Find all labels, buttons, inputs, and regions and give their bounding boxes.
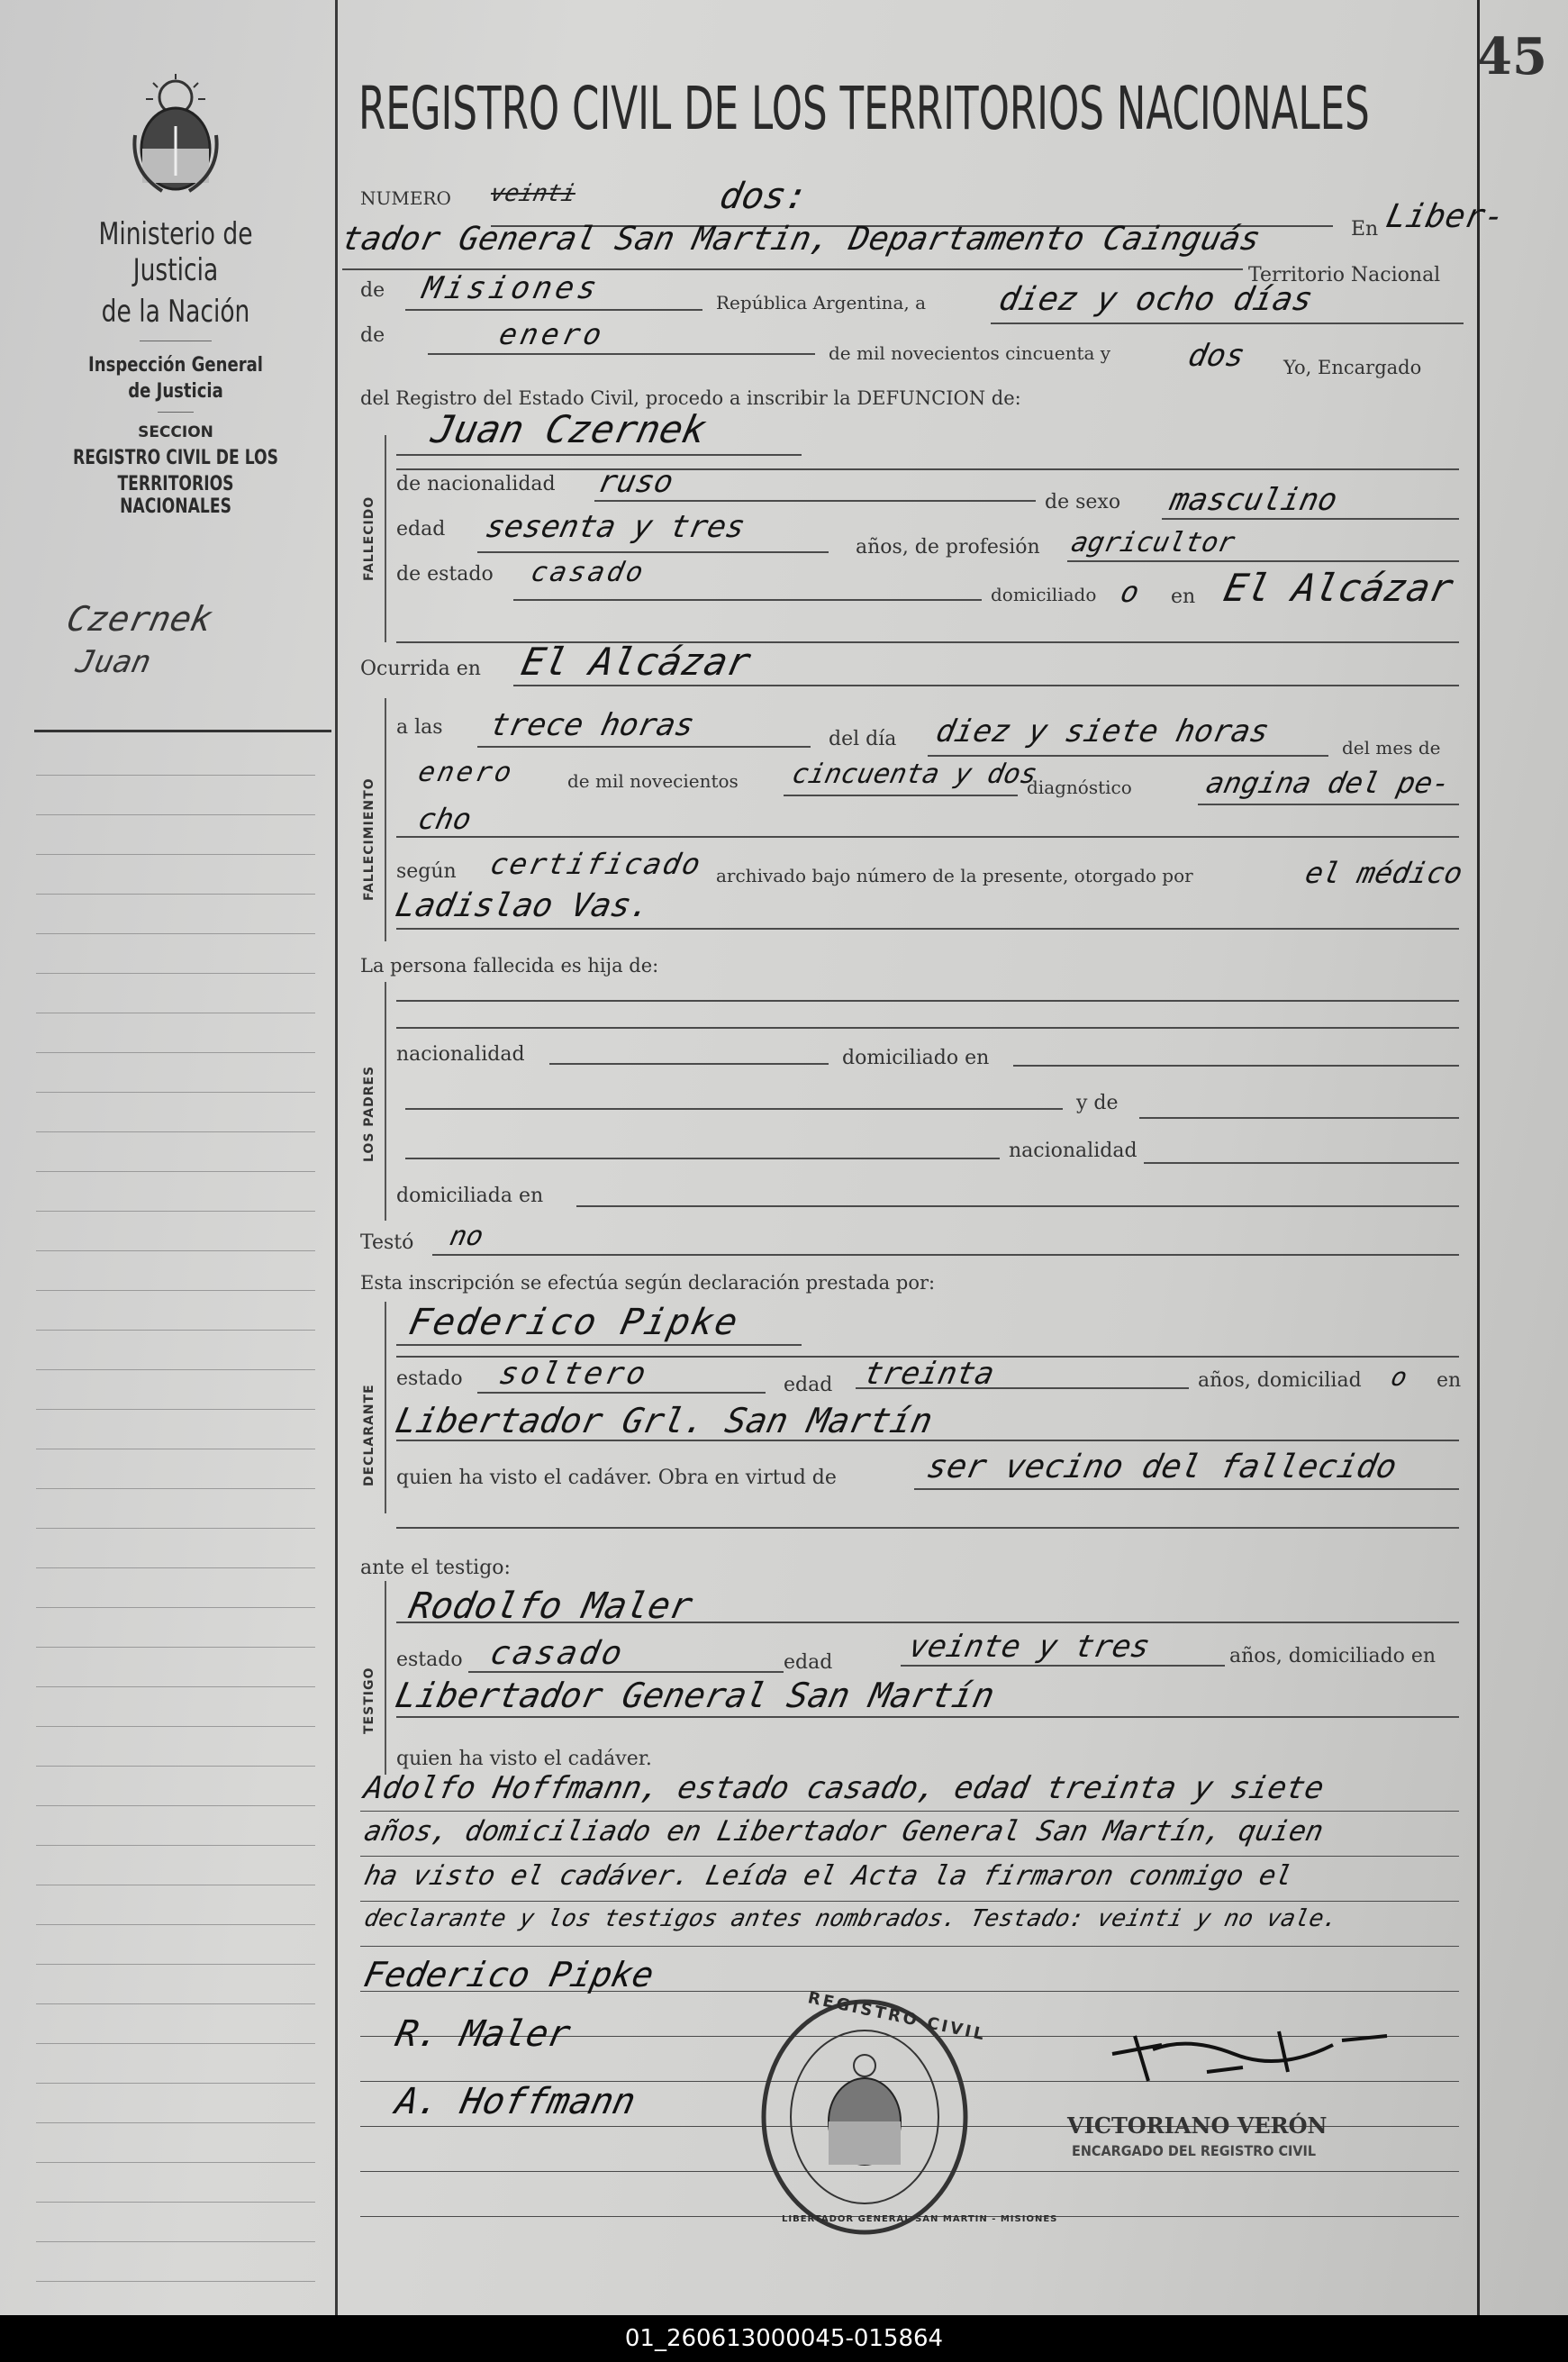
ocurrida-value: El Alcázar	[517, 640, 756, 684]
margin-rule-line	[36, 1330, 315, 1331]
segun-label: según	[396, 860, 457, 883]
mil2-label: de mil novecientos	[567, 770, 739, 792]
margin-rule-line	[36, 1369, 315, 1370]
margin-rule-line	[36, 775, 315, 776]
padres-nacionalidad-label: nacionalidad	[396, 1043, 525, 1066]
margin-surname: Czernek	[63, 599, 216, 639]
margin-rule-line	[36, 973, 315, 974]
margin-rule-line	[36, 1211, 315, 1212]
en-value-a: Liber-	[1382, 198, 1509, 235]
margin-rule-line	[36, 1092, 315, 1093]
ante-testigo-label: ante el testigo:	[360, 1557, 511, 1579]
testo-label: Testó	[360, 1231, 414, 1254]
declarante-side-label: DECLARANTE	[362, 1384, 376, 1486]
image-id-footer: 01_260613000045-015864	[0, 2315, 1568, 2362]
margin-rule-line	[36, 1409, 315, 1410]
nacionalidad-value: ruso	[594, 464, 677, 500]
margin-rule-line	[36, 894, 315, 895]
testigo-estado-label: estado	[396, 1649, 463, 1671]
mes-value: enero	[495, 317, 609, 351]
margin-rule-line	[36, 1290, 315, 1291]
otorgado-value-a: el médico	[1301, 856, 1466, 890]
signature-pipke: Federico Pipke	[360, 1955, 657, 1994]
de-label: de	[360, 279, 385, 302]
diagnostico-value-a: angina del pe-	[1202, 766, 1454, 800]
ministry-line-2: de la Nación	[101, 294, 250, 330]
edad-value: sesenta y tres	[482, 509, 748, 545]
estado-value: casado	[528, 557, 649, 588]
territorio-label: Territorio Nacional	[1248, 264, 1441, 286]
officer-title: ENCARGADO DEL REGISTRO CIVIL	[1072, 2142, 1317, 2159]
archivado-label: archivado bajo número de la presente, otorgado por	[716, 865, 1193, 886]
mil-label: de mil novecientos cincuenta y	[829, 342, 1111, 364]
declarante-edad-label: edad	[784, 1374, 833, 1396]
profesion-value: agricultor	[1068, 527, 1238, 559]
inspection-line-1: Inspección General	[88, 354, 263, 377]
testigo-side-label: TESTIGO	[362, 1667, 376, 1734]
declarante-estado-label: estado	[396, 1367, 463, 1390]
signature-maler: R. Maler	[392, 2013, 575, 2055]
numero-struck-value: veinti	[487, 180, 579, 207]
margin-given-name: Juan	[72, 644, 155, 680]
margin-rule-line	[36, 2003, 315, 2004]
extra-line-4: declarante y los testigos antes nombrados. Testado: veinti y no vale.	[361, 1905, 1341, 1932]
hija-label: La persona fallecida es hija de:	[360, 955, 659, 977]
nacionalidad-label: de nacionalidad	[396, 473, 556, 495]
fallecido-name: Juan Czernek	[427, 407, 711, 451]
declarante-name: Federico Pipke	[405, 1302, 744, 1343]
numero-value: dos:	[716, 176, 812, 217]
margin-rule-line	[36, 1488, 315, 1489]
domiciliado-label: domiciliado	[991, 584, 1097, 605]
declarante-estado-value: soltero	[495, 1356, 652, 1392]
margin-rule-line	[36, 2122, 315, 2123]
declarante-domicilio-value: Libertador Grl. San Martín	[392, 1401, 937, 1440]
segun-value: certificado	[486, 847, 705, 881]
margin-rule-line	[36, 1766, 315, 1767]
anios-profesion-label: años, de profesión	[856, 536, 1040, 559]
sexo-label: de sexo	[1045, 491, 1121, 513]
fallecido-side-label: FALLECIDO	[362, 495, 376, 581]
de2-label: de	[360, 324, 385, 347]
margin-rule-line	[36, 1964, 315, 1965]
domicilio-value: El Alcázar	[1219, 566, 1458, 610]
page-number: 45	[1477, 27, 1547, 86]
margin-rule-line	[36, 1726, 315, 1727]
coat-of-arms-icon	[126, 72, 225, 198]
margin-rule-line	[36, 1686, 315, 1687]
margin-rule-line	[36, 854, 315, 855]
testigo-estado-value: casado	[486, 1635, 629, 1672]
declarante-anios-label: años, domiciliad	[1198, 1369, 1362, 1392]
en2-label: en	[1171, 586, 1196, 608]
testigo-edad-value: veinte y tres	[905, 1629, 1154, 1665]
sexo-value: masculino	[1166, 482, 1341, 518]
padres-domiciliado-label: domiciliado en	[842, 1047, 990, 1069]
otorgado-value-b: Ladislao Vas.	[392, 887, 655, 924]
margin-rule-line	[36, 2241, 315, 2242]
testo-value: no	[447, 1221, 486, 1252]
registry-line-1: REGISTRO CIVIL DE LOS	[72, 447, 279, 469]
estado-label: de estado	[396, 563, 494, 586]
numero-label: NUMERO	[360, 187, 451, 209]
registry-line-2: TERRITORIOS NACIONALES	[117, 473, 234, 518]
margin-rule-line	[36, 1250, 315, 1251]
margin-rule-line	[36, 2202, 315, 2203]
margin-rule-line	[36, 814, 315, 815]
padres-yde-label: y de	[1076, 1092, 1119, 1114]
ocurrida-label: Ocurrida en	[360, 658, 481, 680]
margin-rule-line	[36, 1845, 315, 1846]
en-label: En	[1351, 218, 1379, 241]
anio2-value: cincuenta y dos	[789, 759, 1040, 790]
signature-hoffmann: A. Hoffmann	[392, 2081, 639, 2122]
en-value-b: tador General San Martin, Departamento Cainguás	[338, 221, 1264, 258]
yo-label: Yo, Encargado	[1283, 357, 1422, 378]
fallecimiento-side-label: FALLECIMIENTO	[362, 777, 376, 901]
inscripcion-label: Esta inscripción se efectúa según declaración prestada por:	[360, 1272, 936, 1294]
testigo-quien-label: quien ha visto el cadáver.	[396, 1748, 652, 1770]
padres-nacionalidad2-label: nacionalidad	[1009, 1140, 1137, 1162]
extra-line-2: años, domiciliado en Libertador General San Martín, quien	[361, 1815, 1327, 1848]
declarante-quien-label: quien ha visto el cadáver. Obra en virtud de	[396, 1467, 837, 1489]
diagnostico-value-b: cho	[414, 802, 475, 836]
declarante-virtud-value: ser vecino del fallecido	[923, 1449, 1400, 1485]
testigo-name: Rodolfo Maler	[405, 1585, 696, 1627]
declarante-o-value: o	[1388, 1362, 1410, 1392]
anio-value: dos	[1184, 338, 1248, 374]
horas-value: trece horas	[486, 707, 698, 743]
margin-rule-line	[36, 2162, 315, 2163]
mes2-value: enero	[415, 757, 518, 788]
margin-column	[0, 0, 338, 2315]
edad-label: edad	[396, 518, 446, 541]
testigo-domicilio-value: Libertador General San Martín	[392, 1676, 999, 1715]
republica-label: República Argentina, a	[716, 292, 927, 313]
margin-rule-line	[36, 1924, 315, 1925]
domiciliado-value: o	[1117, 575, 1143, 609]
section-label: SECCION	[138, 423, 213, 441]
padres-side-label: LOS PADRES	[362, 1065, 376, 1162]
extra-line-3: ha visto el cadáver. Leída el Acta la firmaron conmigo el	[361, 1860, 1296, 1892]
officer-name: VICTORIANO VERÓN	[1067, 2112, 1328, 2139]
page-title: REGISTRO CIVIL DE LOS TERRITORIOS NACIONALES	[358, 74, 1370, 143]
dia-value: diez y siete horas	[932, 713, 1273, 749]
margin-divider	[34, 730, 331, 732]
margin-rule-line	[36, 2083, 315, 2084]
margin-rule-line	[36, 1131, 315, 1132]
margin-rule-line	[36, 1607, 315, 1608]
inspection-line-2: de Justicia	[128, 380, 223, 403]
extra-line-1: Adolfo Hoffmann, estado casado, edad treinta y siete	[360, 1770, 1328, 1806]
margin-rule-line	[36, 2043, 315, 2044]
officer-signature-icon	[1099, 2018, 1441, 2099]
delmes-label: del mes de	[1342, 737, 1441, 759]
seal-text-bottom: LIBERTADOR GENERAL SAN MARTIN - MISIONES	[782, 2214, 1058, 2224]
deldia-label: del día	[829, 728, 897, 750]
dias-value: diez y ocho días	[995, 281, 1317, 318]
testigo-anios-label: años, domiciliado en	[1229, 1645, 1437, 1667]
margin-rule-line	[36, 2281, 315, 2282]
territorio-value: Misiones	[419, 270, 604, 306]
alas-label: a las	[396, 716, 443, 739]
padres-domiciliada-label: domiciliada en	[396, 1185, 544, 1207]
margin-rule-line	[36, 1647, 315, 1648]
ministry-line-1: Ministerio de Justicia	[98, 216, 253, 288]
margin-rule-line	[36, 1528, 315, 1529]
declarante-en-label: en	[1437, 1369, 1462, 1392]
intro-text: del Registro del Estado Civil, procedo a inscribir la DEFUNCION de:	[360, 387, 1021, 409]
diagnostico-label: diagnóstico	[1027, 777, 1132, 798]
margin-rule-line	[36, 1567, 315, 1568]
page-edge	[1477, 0, 1480, 2315]
seal-text-top: REGISTRO CIVIL	[806, 1988, 989, 2045]
declarante-edad-value: treinta	[860, 1356, 998, 1392]
margin-rule-line	[36, 1171, 315, 1172]
margin-rule-line	[36, 1805, 315, 1806]
margin-rule-line	[36, 1052, 315, 1053]
testigo-edad-label: edad	[784, 1651, 833, 1674]
margin-rule-line	[36, 933, 315, 934]
